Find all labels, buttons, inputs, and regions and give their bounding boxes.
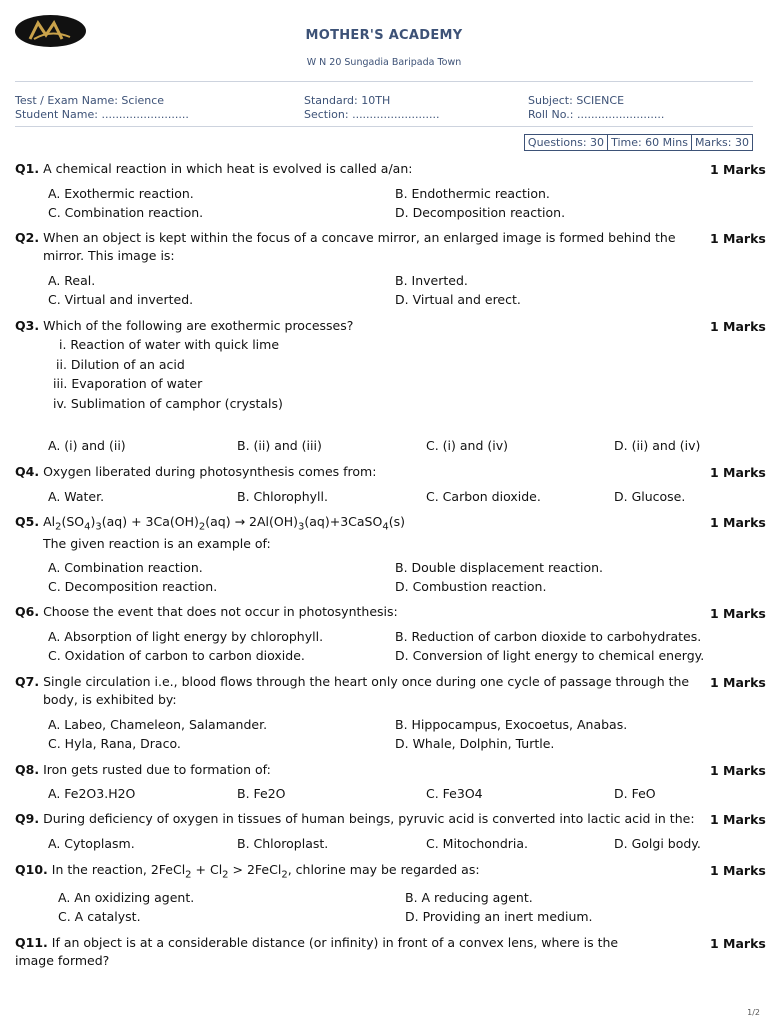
time-limit: Time: 60 Mins [608, 135, 692, 150]
meta-col-2 [304, 94, 440, 122]
option[interactable]: C. Carbon dioxide. [426, 489, 541, 504]
standard: Standard: 10TH [304, 94, 391, 107]
option[interactable]: C. Decomposition reaction. [48, 579, 218, 594]
option[interactable]: A. Cytoplasm. [48, 836, 135, 851]
option[interactable]: A. Real. [48, 273, 96, 288]
school-name: MOTHER'S ACADEMY [305, 28, 463, 43]
total-marks: Marks: 30 [694, 136, 749, 149]
option[interactable]: D. Golgi body. [614, 836, 701, 851]
option[interactable]: A. Labeo, Chameleon, Salamander. [48, 717, 268, 732]
question-text: When an object is kept within the focus of a concave mirror, an enlarged image is formed behind the [43, 230, 676, 245]
option[interactable]: C. Virtual and inverted. [48, 292, 194, 307]
option[interactable]: A. An oxidizing agent. [58, 890, 195, 905]
question-2 [15, 229, 695, 247]
option[interactable]: B. Chlorophyll. [237, 489, 328, 504]
meta-divider [15, 126, 753, 127]
question-text: Iron gets rusted due to formation of: [43, 762, 271, 777]
question-number: Q1. [15, 161, 40, 176]
question-text-continued: body, is exhibited by: [43, 692, 177, 707]
question-text-continued: The given reaction is an example of: [43, 536, 271, 551]
subject: Subject: SCIENCE [528, 94, 625, 107]
question-marks: 1 Marks [710, 515, 766, 530]
school-address: W N 20 Sungadia Baripada Town [306, 57, 462, 68]
option[interactable]: D. FeO [614, 786, 656, 801]
question-text: A chemical reaction in which heat is evolved is called a/an: [43, 161, 413, 176]
question-number: Q4. [15, 464, 40, 479]
section: Section: ......................... [304, 108, 440, 121]
question-1 [15, 160, 695, 178]
option[interactable]: C. Combination reaction. [48, 205, 204, 220]
option[interactable]: D. Glucose. [614, 489, 686, 504]
question-text: During deficiency of oxygen in tissues of human beings, pyruvic acid is converted into lactic acid in the: [43, 811, 695, 826]
question-6 [15, 603, 695, 621]
option[interactable]: D. Conversion of light energy to chemical energy. [395, 648, 705, 663]
question-marks: 1 Marks [710, 863, 766, 878]
question-text: Single circulation i.e., blood flows through the heart only once during one cycle of passage through the [43, 674, 690, 689]
option[interactable]: C. (i) and (iv) [426, 438, 508, 453]
student-name: Student Name: ......................... [15, 108, 189, 121]
statement-item: i. Reaction of water with quick lime [59, 337, 280, 352]
option[interactable]: D. Providing an inert medium. [405, 909, 593, 924]
page-number: 1/2 [747, 1008, 760, 1017]
question-marks: 1 Marks [710, 606, 766, 621]
option[interactable]: C. A catalyst. [58, 909, 141, 924]
question-marks: 1 Marks [710, 936, 766, 951]
question-5 [15, 513, 695, 537]
option[interactable]: A. Fe2O3.H2O [48, 786, 136, 801]
question-10 [15, 861, 695, 885]
question-text: Which of the following are exothermic processes? [43, 318, 354, 333]
option[interactable]: B. Inverted. [395, 273, 468, 288]
question-text: Choose the event that does not occur in photosynthesis: [43, 604, 398, 619]
question-7 [15, 673, 695, 691]
option[interactable]: C. Hyla, Rana, Draco. [48, 736, 181, 751]
question-marks: 1 Marks [710, 763, 766, 778]
question-8 [15, 761, 695, 779]
question-3 [15, 317, 695, 335]
option[interactable]: C. Oxidation of carbon to carbon dioxide. [48, 648, 305, 663]
option[interactable]: A. Exothermic reaction. [48, 186, 194, 201]
question-number: Q9. [15, 811, 40, 826]
option[interactable]: A. (i) and (ii) [48, 438, 126, 453]
option[interactable]: D. Whale, Dolphin, Turtle. [395, 736, 555, 751]
question-number: Q5. [15, 514, 40, 529]
question-number: Q7. [15, 674, 40, 689]
question-text-continued: mirror. This image is: [43, 248, 175, 263]
option[interactable]: B. Endothermic reaction. [395, 186, 550, 201]
exam-stats [524, 134, 753, 151]
question-number: Q2. [15, 230, 40, 245]
roll-no: Roll No.: ......................... [528, 108, 665, 121]
question-11 [15, 934, 695, 952]
question-marks: 1 Marks [710, 812, 766, 827]
option[interactable]: B. A reducing agent. [405, 890, 533, 905]
statement-item: iii. Evaporation of water [53, 376, 203, 391]
question-text-continued: image formed? [15, 953, 110, 968]
question-4 [15, 463, 695, 481]
question-marks: 1 Marks [710, 319, 766, 334]
option[interactable]: B. Hippocampus, Exocoetus, Anabas. [395, 717, 628, 732]
question-marks: 1 Marks [710, 675, 766, 690]
question-number: Q10. [15, 862, 48, 877]
option[interactable]: C. Fe3O4 [426, 786, 483, 801]
option[interactable]: A. Water. [48, 489, 105, 504]
option[interactable]: B. Reduction of carbon dioxide to carbohydrates. [395, 629, 702, 644]
statement-item: iv. Sublimation of camphor (crystals) [53, 396, 283, 411]
question-text: In the reaction, 2FeCl$_2$ + $Cl_2$ > 2FeCl$_2$, chlorine may be regarded as: [51, 862, 480, 881]
option[interactable]: A. Absorption of light energy by chlorophyll. [48, 629, 324, 644]
question-number: Q11. [15, 935, 48, 950]
statement-item: ii. Dilution of an acid [56, 357, 185, 372]
option[interactable]: D. Virtual and erect. [395, 292, 521, 307]
option[interactable]: B. Double displacement reaction. [395, 560, 604, 575]
meta-col-1 [15, 94, 189, 122]
option[interactable]: B. Chloroplast. [237, 836, 329, 851]
question-marks: 1 Marks [710, 231, 766, 246]
question-text: If an object is at a considerable distance (or infinity) in front of a convex lens, where is the [51, 935, 619, 950]
question-marks: 1 Marks [710, 465, 766, 480]
question-9 [15, 810, 695, 828]
question-number: Q3. [15, 318, 40, 333]
option[interactable]: C. Mitochondria. [426, 836, 529, 851]
question-text: Oxygen liberated during photosynthesis comes from: [43, 464, 377, 479]
option[interactable]: B. (ii) and (iii) [237, 438, 322, 453]
question-count: Questions: 30 [525, 135, 608, 150]
question-number: Q8. [15, 762, 40, 777]
question-marks: 1 Marks [710, 162, 766, 177]
chemical-equation: $Al_2(SO_4)_3(aq) + 3Ca(OH)_2(aq)$ → $2Al(OH)_3(aq)+3CaSO_4(s)$ [43, 514, 405, 533]
question-number: Q6. [15, 604, 40, 619]
option[interactable]: A. Combination reaction. [48, 560, 203, 575]
option[interactable]: B. Fe2O [237, 786, 286, 801]
meta-col-3 [528, 94, 664, 122]
option[interactable]: D. Decomposition reaction. [395, 205, 566, 220]
option[interactable]: D. Combustion reaction. [395, 579, 547, 594]
exam-name: Test / Exam Name: Science [15, 94, 165, 107]
header-divider [15, 81, 753, 82]
option[interactable]: D. (ii) and (iv) [614, 438, 701, 453]
